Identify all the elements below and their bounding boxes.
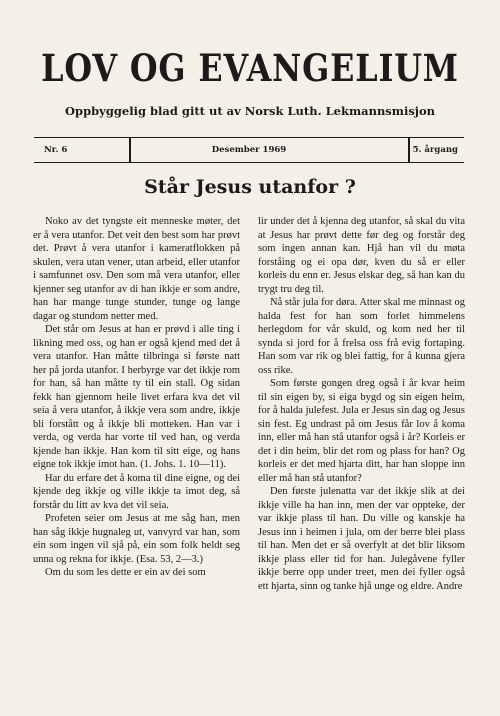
paragraph: Nå står jula for døra. Atter skal me minnast og halda fest for han som forlet himmelens herlegdom for vår skuld, og kom ned her til synda si jord for å frelsa oss frå evig fortaping. Han som var rik og blei fattig, for å kunna gjera oss rike.	[258, 297, 465, 376]
volume-label: 5. årgang	[412, 145, 458, 155]
paragraph: Noko av det tyngste eit menneske møter, det er å vera utanfor. Det veit den best som har prøvt det. Prøvt å vera utanfor i kameratflokken på skulen, vera utan vener, utan arbeid, eller utanfor i samfunnet osv. Den som må vera utanfor, eller kjenner seg utanfor av di han ikkje er som andre, han har mange tunge stunder, tunge og lange dagar og stundom netter med.	[33, 216, 240, 322]
issue-number: Nr. 6	[44, 145, 68, 155]
publication-subtitle: Oppbyggelig blad gitt ut av Norsk Luth. Lekmannsmisjon	[65, 104, 435, 118]
paragraph: Har du erfare det å koma til dine eigne, og dei kjende deg ikkje og ville ikkje ta imot deg, så forstår du litt av kva det vil seia.	[33, 472, 240, 511]
paragraph: Som første gongen dreg også i år kvar heim til sin eigen by, si eiga bygd og sin eigen heim, for å halda julefest. Jula er Jesus sin dag og Jesus sin fest. Eg undrast på om Jesus får lov å koma inn, eller må han stå utanfor også i år? Korleis er det i din heim, blir det rom og plass for han? Og korleis er det med hjarta ditt, har han sloppe inn eller må han stå utanfor?	[258, 378, 465, 484]
paragraph: Den første julenatta var det ikkje slik at dei ikkje ville ha han inn, men der var oppteke, der var ikkje plass til han. Du ville og kanskje ha Jesus inn i heimen i jula, om der berre blei plass til han. Men det er så overfylt at det blir liksom ikkje plass eller tid for han. Julegåvene fyller ikkje berre opp under treet, men dei fyller også ett hjarta, sinn og tanke hjå unge og eldre. Andre	[258, 486, 465, 592]
divider	[408, 138, 410, 162]
issue-date: Desember 1969	[211, 145, 287, 155]
paragraph: Det står om Jesus at han er prøvd i alle ting i likning med oss, og han er også kjend med det å vera utanfor. Han måtte tilbringa si første natt her på jorda utanfor. I herbyrge var det ikkje rom for han, så han måtte ty til ein stall. Og sidan fekk han gjennom heile livet erfara kva det vil seia å vera utanfor, å ikkje vera som andre, ikkje bli forstått og å ikkje bli motteken. Han var i verda, og verda har vorte til ved han, og verda kjende han ikkje. Han kom til sitt eige, og hans eigne tok ikkje imot han. (1. Johs. 1. 10—11).	[33, 324, 240, 470]
article-title: Står Jesus utanfor ?	[144, 176, 356, 198]
masthead: LOV OG EVANGELIUM	[41, 46, 459, 90]
paragraph: Profeten seier om Jesus at me såg han, men han såg ikkje hugnaleg ut, vanvyrd var han, som ein som ingen vil sjå på, ein som folk heldt seg unna og rekna for ikkje. (Esa. 53, 2—3.)	[33, 513, 240, 565]
paragraph: lir under det å kjenna deg utanfor, så skal du vita at Jesus har prøvt dette før deg og forstår deg som ingen annan kan. Hjå han vil du møta forståing og ei opa dør, kven du så er eller korleis du enn er. Jesus elskar deg, så han kan du trygt tru deg til.	[258, 216, 465, 295]
paragraph: Om du som les dette er ein av dei som	[45, 567, 206, 578]
article-column-right	[258, 215, 465, 593]
issue-info-bar	[34, 137, 464, 163]
article-column-left	[33, 215, 240, 580]
